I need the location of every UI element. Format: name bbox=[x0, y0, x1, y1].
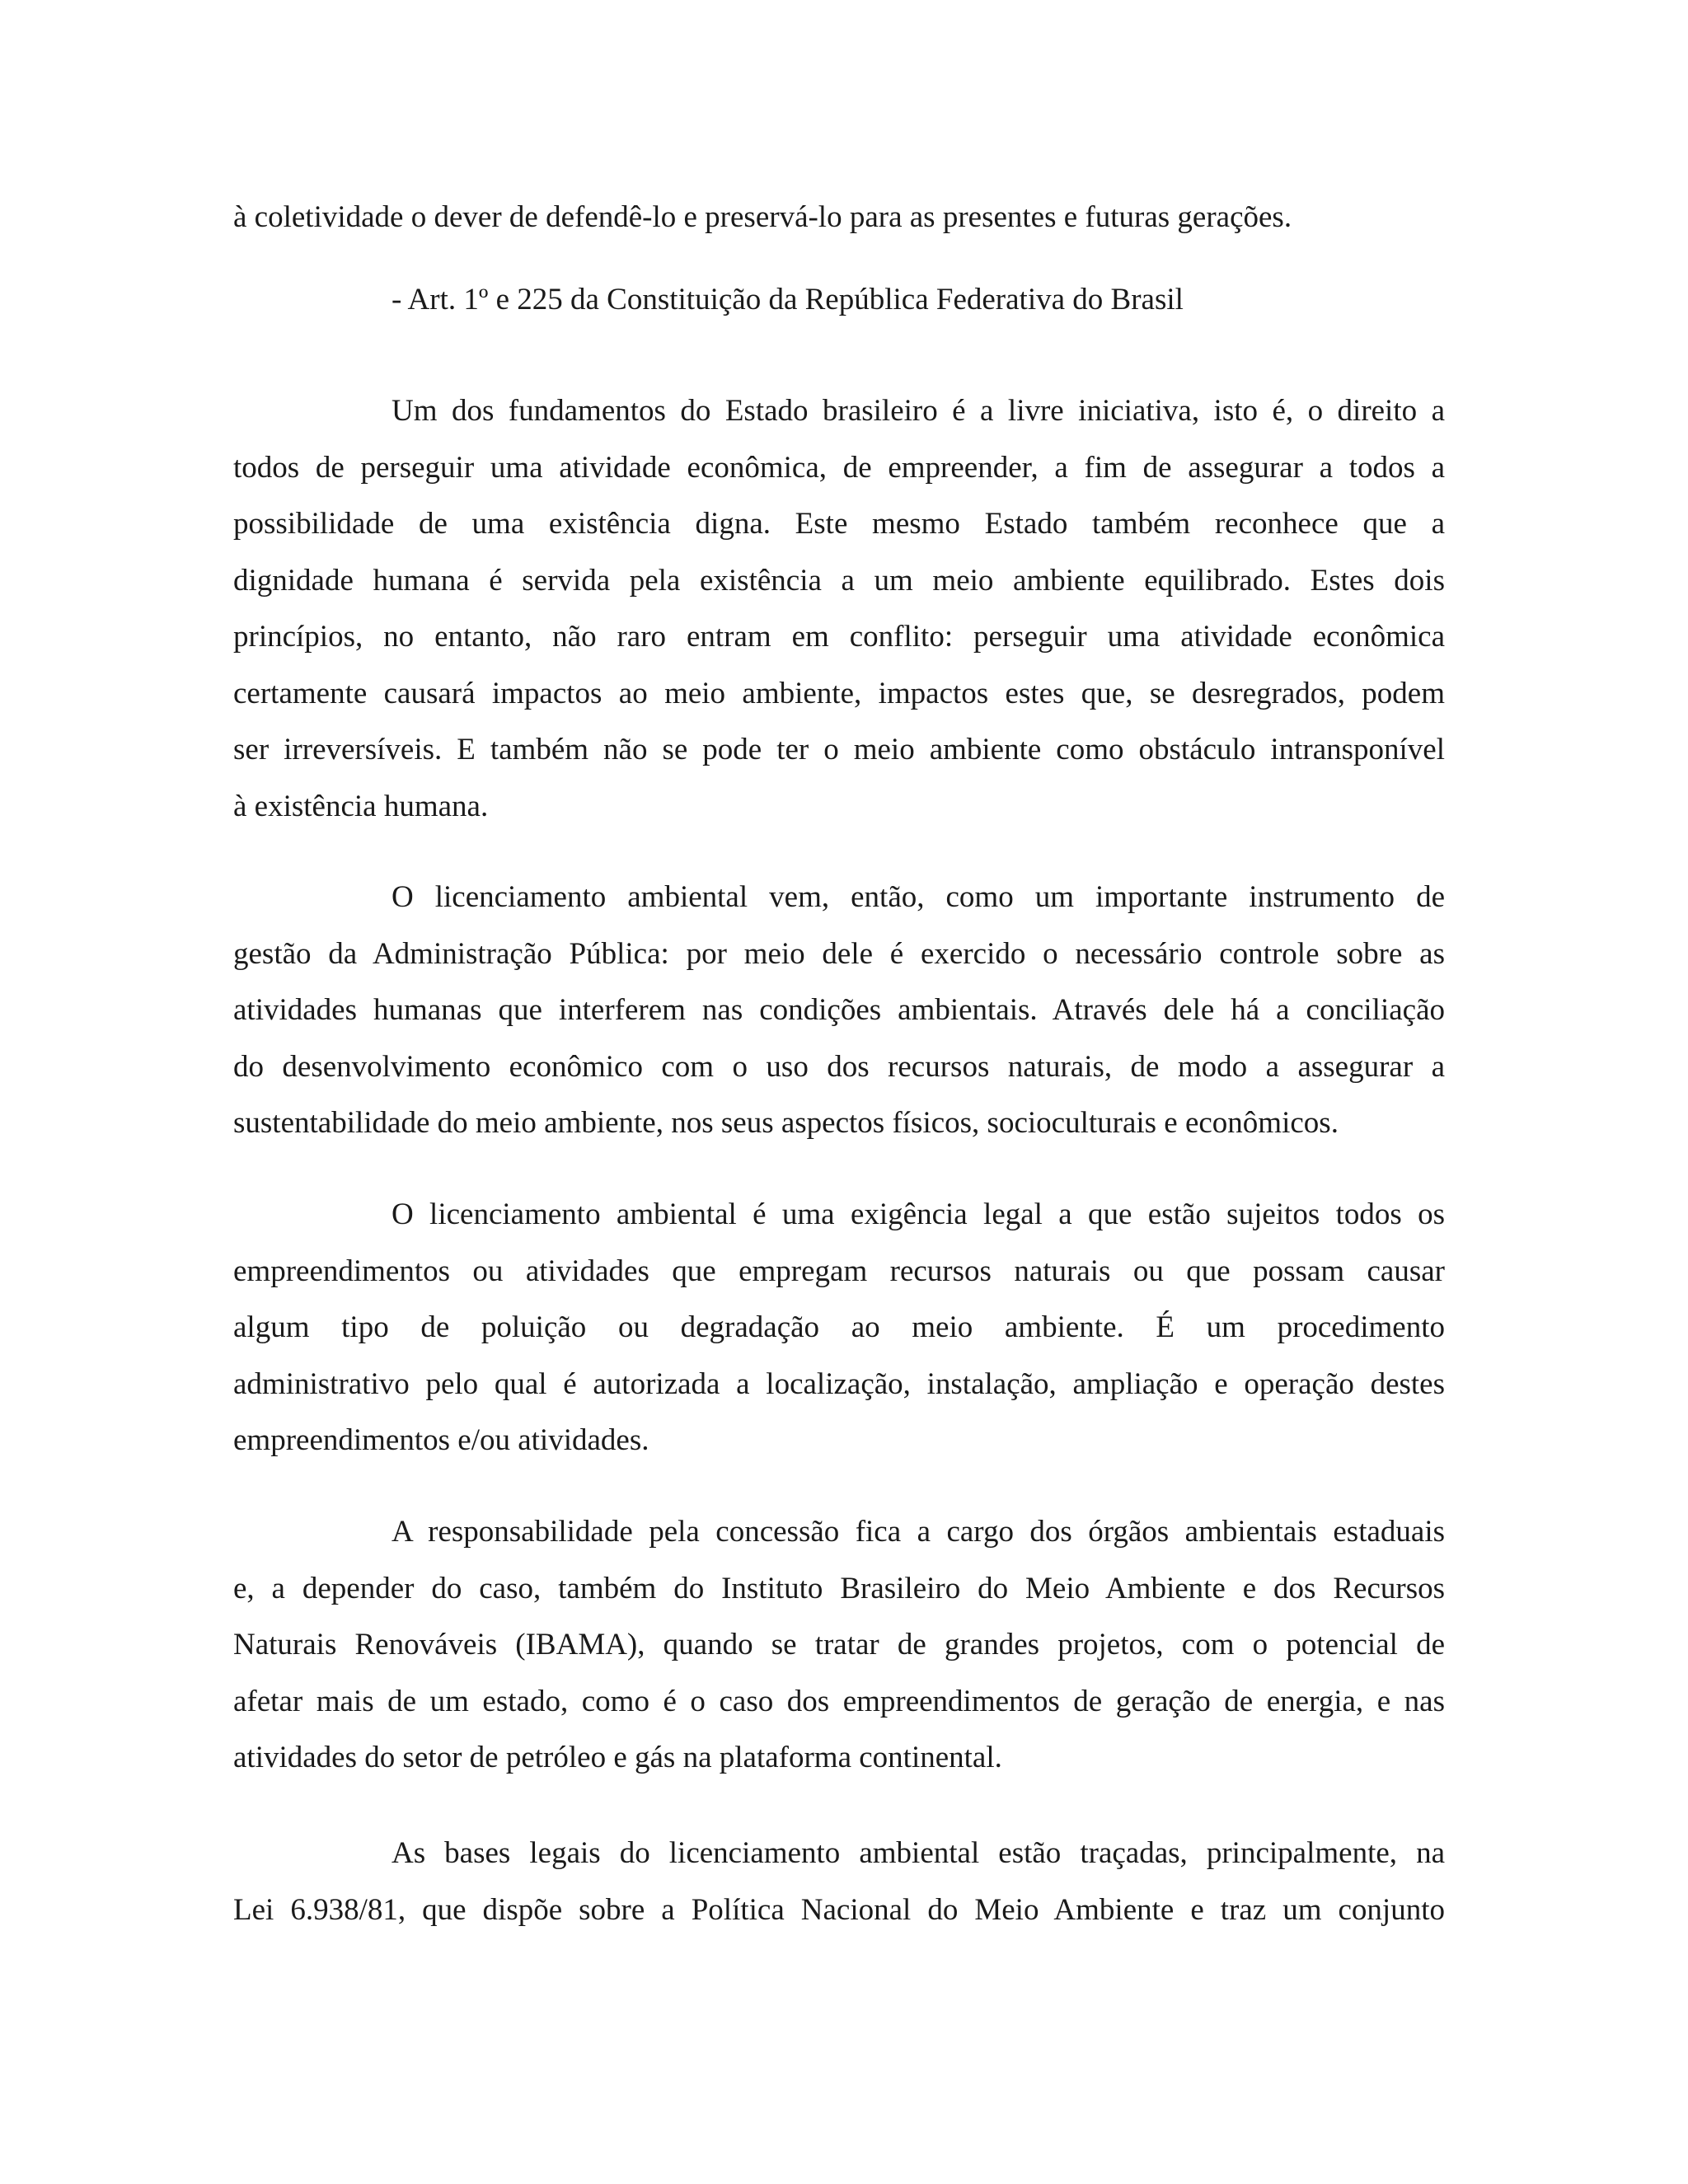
paragraph-legal-bases bbox=[233, 1825, 1445, 1938]
paragraph-line: Lei 6.938/81, que dispõe sobre a Política Nacional do Meio Ambiente e traz um conjunto bbox=[233, 1892, 1445, 1927]
paragraph-line: algum tipo de poluição ou degradação ao meio ambiente. É um procedimento bbox=[233, 1310, 1445, 1344]
paragraph-line: à existência humana. bbox=[233, 789, 489, 823]
paragraph-line: possibilidade de uma existência digna. Este mesmo Estado também reconhece que a bbox=[233, 507, 1445, 541]
paragraph-line: O licenciamento ambiental vem, então, como um importante instrumento de bbox=[392, 880, 1445, 914]
paragraph-line: dignidade humana é servida pela existência a um meio ambiente equilibrado. Estes dois bbox=[233, 563, 1445, 598]
paragraph-line: e, a depender do caso, também do Instituto Brasileiro do Meio Ambiente e dos Recursos bbox=[233, 1571, 1445, 1605]
paragraph-line: administrativo pelo qual é autorizada a localização, instalação, ampliação e operação destes bbox=[233, 1366, 1445, 1401]
continuation-line-block bbox=[233, 190, 1445, 246]
paragraph-line: As bases legais do licenciamento ambiental estão traçadas, principalmente, na bbox=[392, 1836, 1445, 1870]
paragraph-line: O licenciamento ambiental é uma exigência legal a que estão sujeitos todos os bbox=[392, 1197, 1445, 1231]
paragraph-legal-requirement bbox=[233, 1187, 1445, 1469]
paragraph-licensing-instrument bbox=[233, 869, 1445, 1152]
paragraph-line: ser irreversíveis. E também não se pode ter o meio ambiente como obstáculo intransponível bbox=[233, 733, 1445, 766]
citation-block bbox=[233, 272, 1445, 329]
paragraph-line: princípios, no entanto, não raro entram em conflito: perseguir uma atividade econômica bbox=[233, 620, 1445, 654]
paragraph-line: certamente causará impactos ao meio ambiente, impactos estes que, se desregrados, podem bbox=[233, 676, 1445, 710]
constitution-citation: - Art. 1º e 225 da Constituição da República Federativa do Brasil bbox=[392, 283, 1184, 316]
paragraph-line: afetar mais de um estado, como é o caso dos empreendimentos de geração de energia, e nas bbox=[233, 1684, 1445, 1718]
paragraph-free-enterprise bbox=[233, 383, 1445, 835]
paragraph-line: sustentabilidade do meio ambiente, nos seus aspectos físicos, socioculturais e econômicos. bbox=[233, 1106, 1339, 1140]
paragraph-line: do desenvolvimento econômico com o uso dos recursos naturais, de modo a assegurar a bbox=[233, 1049, 1445, 1084]
paragraph-line: atividades humanas que interferem nas condições ambientais. Através dele há a conciliação bbox=[233, 993, 1445, 1027]
paragraph-line: gestão da Administração Pública: por meio dele é exercido o necessário controle sobre as bbox=[233, 936, 1445, 971]
paragraph-responsibility bbox=[233, 1504, 1445, 1787]
paragraph-line: Naturais Renováveis (IBAMA), quando se tratar de grandes projetos, com o potencial de bbox=[233, 1628, 1445, 1661]
paragraph-line: empreendimentos ou atividades que empregam recursos naturais ou que possam causar bbox=[233, 1254, 1445, 1288]
paragraph-line: todos de perseguir uma atividade econômica, de empreender, a fim de assegurar a todos a bbox=[233, 450, 1445, 485]
paragraph-line: atividades do setor de petróleo e gás na plataforma continental. bbox=[233, 1741, 1002, 1774]
paragraph-line: Um dos fundamentos do Estado brasileiro é a livre iniciativa, isto é, o direito a bbox=[392, 394, 1445, 428]
paragraph-line: A responsabilidade pela concessão fica a cargo dos órgãos ambientais estaduais bbox=[392, 1515, 1445, 1549]
continuation-line: à coletividade o dever de defendê-lo e preservá-lo para as presentes e futuras gerações. bbox=[233, 200, 1292, 234]
paragraph-line: empreendimentos e/ou atividades. bbox=[233, 1423, 649, 1457]
